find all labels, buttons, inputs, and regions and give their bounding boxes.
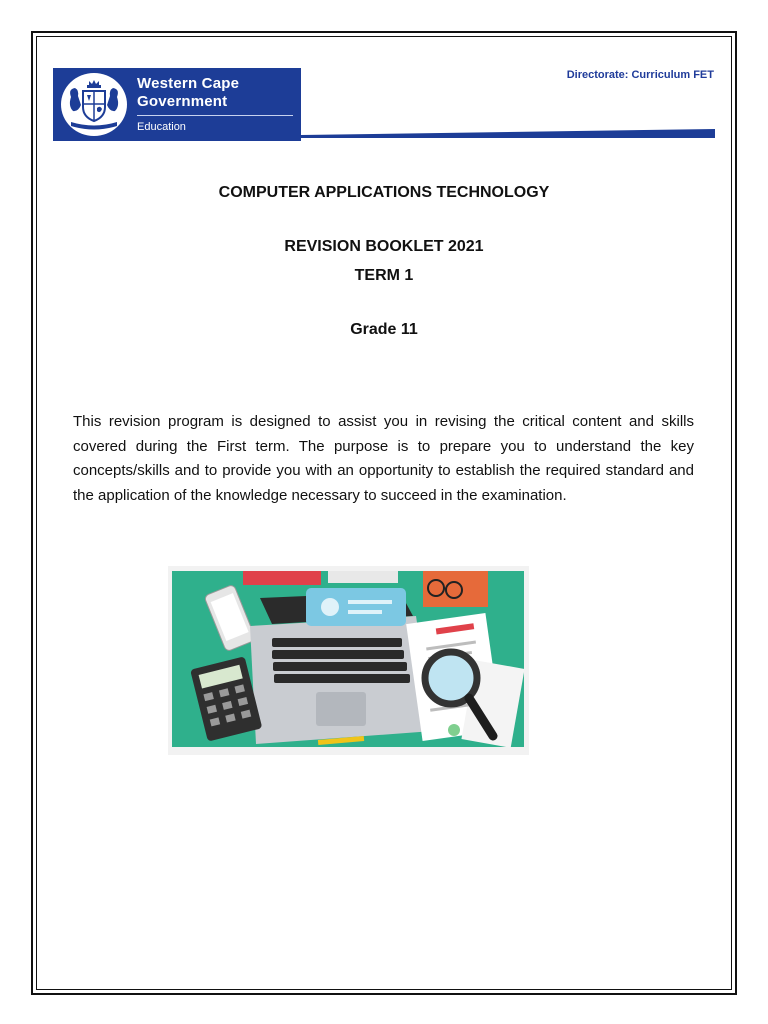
logo-divider bbox=[137, 115, 293, 116]
booklet-title: REVISION BOOKLET 2021 bbox=[284, 238, 484, 255]
logo-accent-bar bbox=[301, 129, 715, 138]
chat-bubble-icon bbox=[306, 588, 406, 626]
subject-title: COMPUTER APPLICATIONS TECHNOLOGY bbox=[218, 184, 550, 201]
wcg-logo bbox=[53, 68, 301, 141]
study-illustration bbox=[168, 566, 529, 755]
coat-of-arms-icon bbox=[59, 71, 129, 138]
logo-department: Education bbox=[137, 121, 186, 133]
term-title: TERM 1 bbox=[354, 267, 414, 284]
page-border-inner bbox=[36, 36, 732, 990]
grade-title: Grade 11 bbox=[350, 321, 418, 338]
intro-paragraph: This revision program is designed to assist you in revising the critical content and skills covered during the First term. The purpose is to prepare you to understand the key concepts/skills and to provide you with an opportunity to establish the required standard and the application of the knowledge necessary to succeed in the examination. bbox=[73, 413, 694, 504]
logo-text-line2: Government bbox=[137, 93, 228, 110]
directorate-label: Directorate: Curriculum FET bbox=[566, 69, 714, 81]
logo-text-line1: Western Cape bbox=[137, 75, 240, 92]
